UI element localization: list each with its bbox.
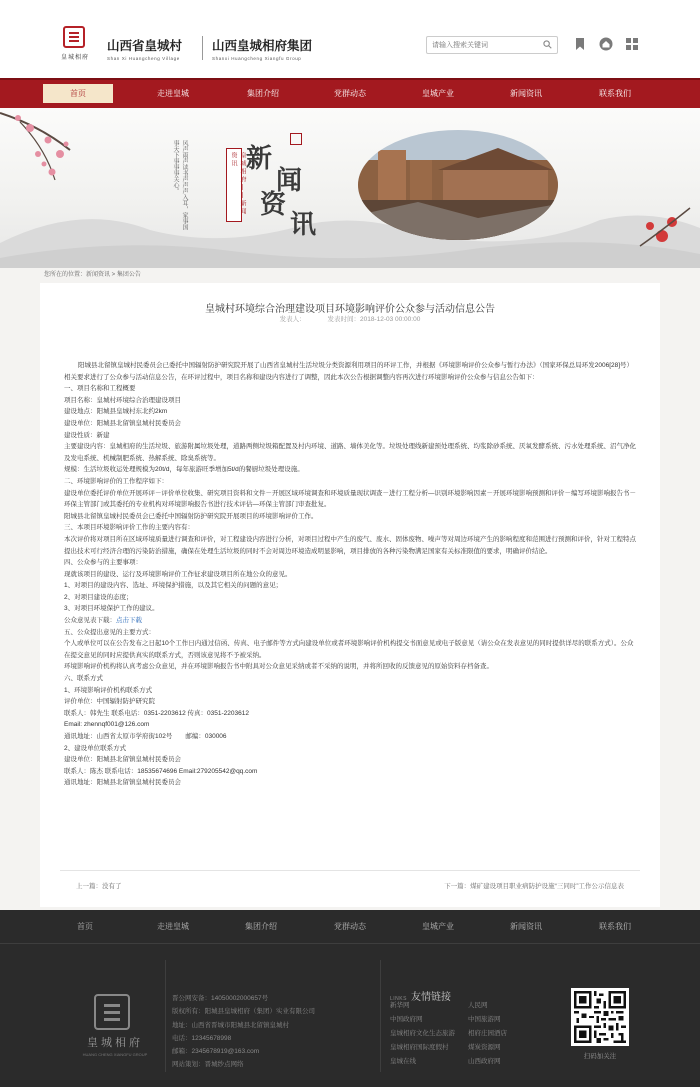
footer-nav-contact[interactable]: 联系我们 (599, 922, 631, 931)
banner-char-1: 新 (246, 144, 273, 174)
article-paragraph: 五、公众提出意见的主要方式： (64, 628, 155, 636)
menu-grid-icon[interactable] (625, 37, 639, 51)
qr-caption: 扫码加关注 (583, 1053, 617, 1060)
article-title: 皇城村环境综合治理建设项目环境影响评价公众参与活动信息公告 (205, 304, 495, 315)
footer-nav-about-village[interactable]: 走进皇城 (157, 922, 189, 931)
nav-news[interactable]: 新闻资讯 (510, 89, 542, 98)
nav-industry[interactable]: 皇城产业 (422, 89, 454, 98)
friend-links-heading-cn: 友情链接 (410, 992, 451, 1003)
banner-seal-icon (290, 133, 302, 145)
qr-code-icon (574, 991, 626, 1043)
qr-code (571, 988, 629, 1046)
friend-link[interactable]: 皇城相府文化生态旅游 (390, 1030, 455, 1037)
home-icon[interactable] (599, 37, 613, 51)
friend-link[interactable]: 中国政府网 (390, 1016, 423, 1023)
banner-landscape-image (0, 108, 700, 268)
article-paragraph: 个人或单位可以在公告发布之日起10个工作日内通过信函、传真、电子邮件等方式向建设单位或者环境影响评价机构提交书面意见或电子版意见（请公众在发表意见的同时提供详尽的联系方式）。公众在提交意见的同时应提供真实的联系方式，否则该意见将不予被采纳。 (64, 640, 634, 659)
article-paragraph: 本次评价将对项目所在区域环境质量进行调查和评价，对工程建设内容进行分析，对项目过程中产生的废气、废水、固体废物、噪声等对周边环境产生的影响程度和范围进行预测和评价，针对工程特点提出技术可行经济合理的污染防治措施，确保在处理生活垃圾的同时不会对周边环境造成明显影响，项目排放的各种污染物满足国家有关标准限值的要求，明确评价结论。 (64, 535, 636, 555)
article-paragraph: 建设单位：阳城县北留镇皇城村民委员会 (64, 756, 181, 764)
article-body (64, 360, 636, 789)
footer-logo-text: 皇城相府 (87, 1036, 143, 1049)
article-paragraph: 六、联系方式 (64, 675, 103, 683)
prev-article-link[interactable]: 上一篇：没有了 (76, 883, 122, 890)
article-paragraph: 通讯地址：山西省太原市学府街102号 邮编：030006 (64, 733, 227, 740)
friend-link[interactable]: 中国旅游网 (468, 1016, 501, 1023)
article-paragraph: 建设单位：阳城县北留镇皇城村民委员会 (64, 419, 181, 427)
footer-nav-industry[interactable]: 皇城产业 (422, 922, 454, 931)
nav-party-news[interactable]: 党群动态 (334, 89, 366, 98)
article-publisher: 发表人： (279, 316, 306, 323)
footer-info-line: 邮箱：2345678919@163.com (172, 1048, 260, 1056)
article-paragraph: 规模：生活垃圾收运处理规模为20t/d，每年旅游旺季增加5t/d的餐厨垃圾处理设施。 (64, 466, 304, 474)
search-box (426, 36, 558, 54)
banner-poem: 风声雨声读书声声声入耳，家事国事天下事事事关心。 (172, 140, 187, 230)
village-photo-graphic (358, 130, 558, 240)
friend-link[interactable]: 新华网 (390, 1002, 410, 1009)
next-article-link[interactable]: 下一篇：煤矿建设项目职业病防护设施“三同时”工作公示信息表 (444, 883, 624, 890)
site-header (0, 0, 700, 78)
friend-link[interactable]: 煤炭资源网 (468, 1044, 501, 1051)
brand-village-subtitle: Shan Xi Huangcheng Village (107, 56, 180, 61)
footer-nav-group-intro[interactable]: 集团介绍 (245, 922, 277, 931)
article-paragraph: 阳城县北留镇皇城村民委员会已委托中国辐射防护研究院开展项目的环境影响评价工作。 (64, 512, 318, 520)
nav-contact[interactable]: 联系我们 (599, 89, 631, 98)
article-paragraph: 建设性质：新建 (64, 431, 110, 439)
friend-link[interactable]: 相府庄园酒店 (468, 1030, 507, 1037)
article-paragraph: 环境影响评价机构将认真考虑公众意见，并在环境影响报告书中附具对公众意见采纳或者不采纳的说明，并将所回收的反馈意见的原始资料存档备查。 (64, 663, 493, 671)
footer-nav (0, 910, 700, 944)
breadcrumb-prefix: 您所在的位置： (44, 272, 87, 278)
footer-divider (380, 960, 381, 1072)
article-paragraph: 2、对项目建设的态度； (64, 593, 133, 601)
brand-village (107, 36, 182, 61)
footer-seal-icon (94, 994, 130, 1030)
article-paragraph: 通讯地址：阳城县北留镇皇城村民委员会 (64, 779, 181, 787)
breadcrumb-path[interactable]: 新闻资讯 > 集团公告 (86, 272, 141, 278)
main-nav (0, 78, 700, 108)
article-paragraph: 现就该项目的建设、运行及环境影响评价工作征求建设项目所在地公众的意见。 (64, 570, 292, 578)
friend-link[interactable]: 皇城相府国际度假村 (390, 1044, 449, 1051)
brand-village-title: 山西省皇城村 (107, 38, 183, 53)
brand-group-subtitle: Shanxi Huangcheng Xiangfu Group (212, 56, 302, 61)
banner-sign (226, 148, 245, 222)
article-meta (40, 314, 660, 323)
article-paragraph: 1、对项目的建设内容、选址、环境保护措施，以及其它相关的问题的意见； (64, 582, 283, 590)
download-row (64, 615, 636, 627)
footer-logo (70, 994, 160, 1057)
article-paragraph: 2、建设单位联系方式 (64, 744, 127, 752)
seal-caption: 皇城相府 (60, 54, 89, 61)
news-banner (0, 108, 700, 268)
breadcrumb (44, 268, 664, 282)
friend-link[interactable]: 山西政府网 (468, 1058, 501, 1065)
search-input[interactable] (427, 37, 539, 53)
seal-icon (63, 26, 85, 48)
banner-char-2: 闻 (276, 166, 303, 196)
footer-info-line: 版权所有：阳城县皇城相府（集团）实业有限公司 (172, 1008, 315, 1016)
nav-about-village[interactable]: 走进皇城 (157, 89, 189, 98)
bookmark-icon[interactable] (573, 37, 587, 51)
footer-logo-subtitle: HUANG CHENG XIANGFU GROUP (82, 1052, 148, 1057)
friend-link[interactable]: 人民网 (468, 1002, 488, 1009)
nav-group-intro[interactable]: 集团介绍 (247, 89, 279, 98)
article-paragraph: 联系人：陈杰 联系电话：18535674696 Email:279205542@qq.com (64, 767, 258, 775)
article-paragraph: 3、对项目环境保护工作的建议。 (64, 605, 159, 613)
article-paragraph: 一、项目名称和工程概要 (64, 385, 136, 393)
site-footer (0, 910, 700, 1087)
brand-group-title: 山西皇城相府集团 (212, 38, 313, 53)
article-paragraph: 三、本项目环境影响评价工作的主要内容有： (64, 524, 194, 532)
banner-village-photo (358, 130, 558, 240)
article-paragraph: 阳城县北留镇皇城村民委员会已委托中国辐射防护研究院开展了山西省皇城村生活垃圾分类资源利用项目的环评工作，并根据《环境影响评价公众参与暂行办法》（国家环保总局环发2006[28]号）相关要求进行了公众参与活动信息公告，在环评过程中，项目名称和建设内容进行了调整，因此本次公告根据调整内容再次进行环境影响评价公众参与信息公告如下： (64, 362, 634, 381)
article-paragraph: 建设地点：阳城县皇城村东北约2km (64, 408, 168, 416)
friend-link[interactable]: 皇城在线 (390, 1058, 416, 1065)
article-paragraph: 项目名称：皇城村环境综合治理建设项目 (64, 396, 181, 404)
footer-info-line: 晋公网安备：14050002000657号 (172, 995, 269, 1002)
download-link[interactable]: 点击下载 (116, 617, 142, 625)
footer-divider (165, 960, 166, 1072)
footer-info (172, 992, 315, 1072)
footer-info-line: 电话：12345678998 (172, 1034, 232, 1042)
article-paragraph: Email: zhennqf001@126.com (64, 721, 150, 729)
article-paragraph: 二、环境影响评价的工作程序如下： (64, 477, 168, 485)
footer-info-line: 地址：山西省晋城市阳城县北留镇皇城村 (172, 1021, 289, 1029)
article-paragraph: 主要建设内容：皇城相府的生活垃圾、旅游附属垃圾处理，道路两侧垃圾箱配置及村内环境、道路、墙体美化等。垃圾处理线新建预处理系统、均浆除砂系统、厌氧发酵系统、污水处理系统、沼气净化及发电系统、机械制肥系统、热解系统、除臭系统等。 (64, 443, 636, 462)
banner-sign-text: 皇城相府——新闻资讯 (230, 152, 245, 216)
download-label: 公众意见表下载： (64, 617, 116, 625)
article-paragraph: 评价单位：中国辐射防护研究院 (64, 698, 155, 706)
article-paragraph: 1、环境影响评价机构联系方式 (64, 686, 153, 694)
article-paragraph: 四、公众参与的主要事项： (64, 559, 142, 567)
banner-char-3: 资 (260, 190, 287, 220)
footer-nav-party-news[interactable]: 党群动态 (334, 922, 366, 931)
brand-group (212, 36, 312, 61)
footer-nav-home[interactable]: 首页 (77, 922, 93, 931)
brand-divider (202, 36, 203, 60)
article-panel (40, 283, 660, 907)
banner-char-4: 讯 (290, 210, 317, 240)
friend-links-heading-en: LINKS (390, 996, 407, 1002)
search-icon[interactable] (543, 40, 552, 49)
site-logo[interactable] (55, 26, 95, 62)
footer-info-line: 网站策划：晋城纱点网络 (172, 1061, 244, 1069)
article-divider (60, 870, 640, 871)
article-time: 发表时间：2018-12-03 00:00:00 (327, 316, 421, 323)
footer-nav-news[interactable]: 新闻资讯 (510, 922, 542, 931)
article-paragraph: 建设单位委托评价单位开展环评－评价单位收集、研究项目资料和文件－开展区域环境调查和环境质量现状调查－进行工程分析—识别环境影响因素－开展环境影响预测和评价－编写环境影响报告书－环保主管部门或其委托的专业机构对环境影响报告书进行技术评估—环保主管部门审查批复。 (64, 489, 636, 509)
article-paragraph: 联系人：韩先生 联系电话：0351-2203612 传真：0351-2203612 (64, 709, 249, 717)
nav-home[interactable]: 首页 (43, 84, 113, 103)
